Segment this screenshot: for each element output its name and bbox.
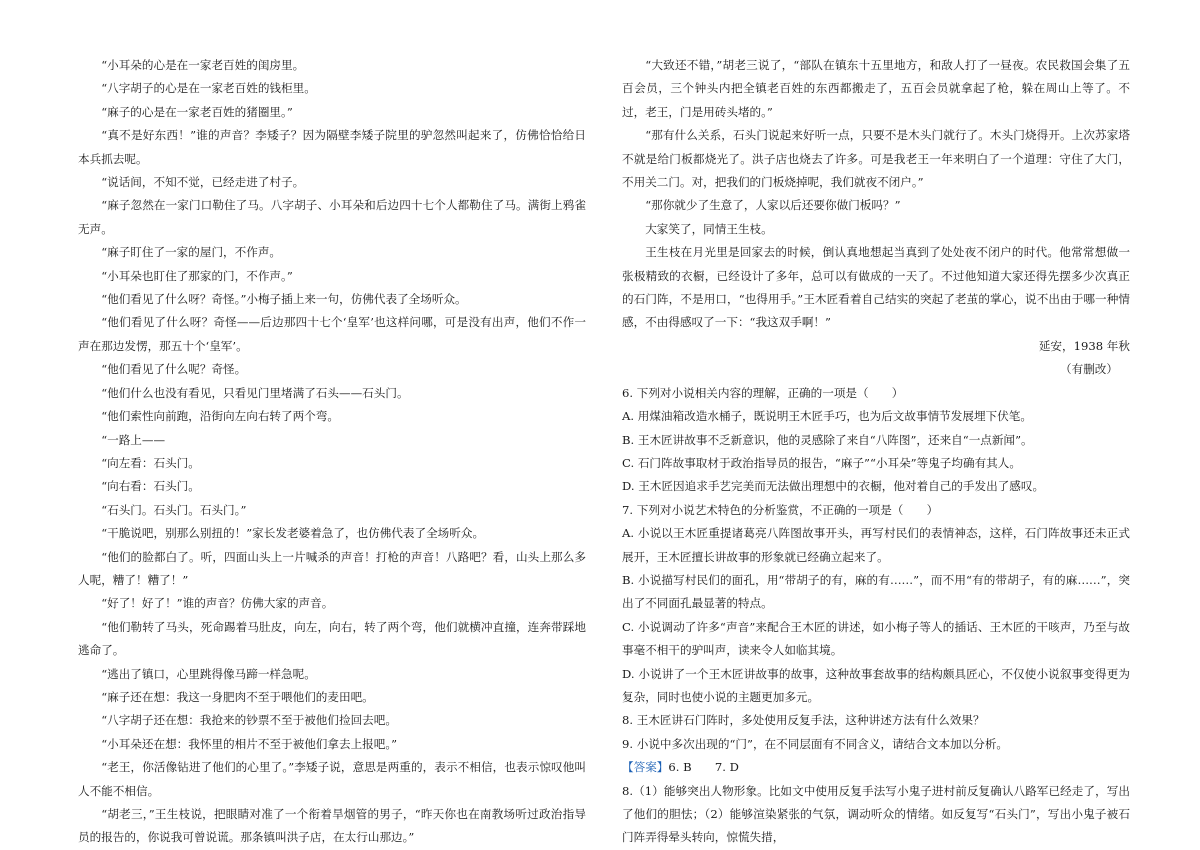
paragraph: “说话间，不知不觉，已经走进了村子。 xyxy=(101,175,305,190)
option-6d: D. 王木匠因追求手艺完美而无法做出理想中的衣橱，他对着自己的手发出了感叹。 xyxy=(622,479,1045,494)
paragraph: “那你就少了生意了，人家以后还要你做门板吗？” xyxy=(645,198,901,213)
paragraph: “小耳朵也盯住了那家的门，不作声。” xyxy=(101,268,293,283)
paragraph: “八字胡子还在想：我抢来的钞票不至于被他们捡回去吧。 xyxy=(101,713,397,728)
paragraph: 大家笑了，同情王生枝。 xyxy=(645,221,773,236)
paragraph: “干脆说吧，别那么别扭的！”家长发老婆着急了，也仿佛代表了全场听众。 xyxy=(101,526,485,541)
paragraph: “大致还不错，”胡老三说了，“部队在镇东十五里地方，和敌人打了一昼夜。农民救国会集了五百会员，三个钟头内把全镇老百姓的东西都搬走了，五百会员就拿起了枪，躲在周山上等了。不过，老王，门是用砖头堵的。” xyxy=(622,58,1130,119)
answer-line xyxy=(622,756,1130,779)
paragraph: “麻子的心是在一家老百姓的猪圈里。” xyxy=(101,104,293,119)
left-column xyxy=(78,54,586,850)
paragraph: “他们索性向前跑，沿街向左向右转了两个弯。 xyxy=(101,409,339,424)
option-7d: D. 小说讲了一个王木匠讲故事的故事，这种故事套故事的结构颇具匠心，不仅使小说叙事变得更为复杂，同时也使小说的主题更加多元。 xyxy=(622,666,1130,704)
paragraph: “麻子还在想：我这一身肥肉不至于喂他们的麦田吧。 xyxy=(101,689,374,704)
paragraph: “他们勒转了马头，死命踢着马肚皮，向左，向右，转了两个弯，他们就横冲直撞，连奔带踩地逃命了。 xyxy=(78,619,586,658)
answer-text: 6. B 7. D xyxy=(668,760,739,775)
signature-date: 延安，1938 年秋 xyxy=(1038,338,1130,353)
option-7b: B. 小说描写村民们的面孔，用“带胡子的有，麻的有……”，而不用“有的带胡子，有的麻……”，突出了不同面孔最显著的特点。 xyxy=(622,572,1130,611)
paragraph: “他们什么也没有看见，只看见门里堵满了石头——石头门。 xyxy=(101,385,409,400)
paragraph: “小耳朵的心是在一家老百姓的闺房里。 xyxy=(101,58,305,72)
option-7c: C. 小说调动了许多“声音”来配合王木匠的讲述，如小梅子等人的插话、王木匠的干咳声，乃至与故事毫不相干的驴叫声，读来令人如临其境。 xyxy=(622,619,1130,658)
paragraph: “一路上—— xyxy=(101,432,166,447)
paragraph: “小耳朵还在想：我怀里的相片不至于被他们拿去上报吧。” xyxy=(101,736,398,751)
paragraph: “那有什么关系，石头门说起来好听一点，只要不是木头门就行了。木头门烧得开。上次苏家塔不就是给门板都烧光了。洪子店也烧去了许多。可是我老王一年来明白了一个道理：守住了大门，不用关二门。对，把我们的门板烧掉呢，我们就夜不闭户。” xyxy=(622,128,1130,190)
paragraph: “向左看：石头门。 xyxy=(101,455,200,470)
paragraph: “他们看见了什么呢？奇怪。 xyxy=(101,362,247,377)
paragraph: “他们的脸都白了。听，四面山头上一片喊杀的声音！打枪的声音！八路吧？看，山头上那么多人呢，糟了！糟了！” xyxy=(78,549,586,587)
question-9: 9. 小说中多次出现的“门”，在不同层面有不同含义，请结合文本加以分析。 xyxy=(622,736,1009,751)
option-6c: C. 石门阵故事取材于政治指导员的报告，“麻子”“小耳朵”等鬼子均确有其人。 xyxy=(622,455,1021,470)
right-column xyxy=(622,54,1130,850)
paragraph: “他们看见了什么呀？奇怪——后边那四十七个‘皇军’也这样问哪，可是没有出声，他们不作一声在那边发愣，那五十个‘皇军’。 xyxy=(78,315,586,353)
question-7: 7. 下列对小说艺术特色的分析鉴赏，不正确的一项是（ ） xyxy=(622,502,939,517)
question-8: 8. 王木匠讲石门阵时，多处使用反复手法，这种讲述方法有什么效果？ xyxy=(622,713,985,728)
option-6a: A. 用煤油箱改造水桶子，既说明王木匠手巧，也为后文故事情节发展埋下伏笔。 xyxy=(622,409,1032,424)
paragraph: “真不是好东西！”谁的声音？李矮子？因为隔壁李矮子院里的驴忽然叫起来了，仿佛恰恰给日本兵抓去呢。 xyxy=(78,128,586,166)
paragraph: “向右看：石头门。 xyxy=(101,479,200,494)
explanation-8: 8.（1）能够突出人物形象。比如文中使用反复手法写小鬼子进村前反复确认八路军已经走了，写出了他们的胆怯；（2）能够渲染紧张的气氛，调动听众的情绪。如反复写“石头门”，写出小鬼子被石门阵弄得晕头转向，惊慌失措， xyxy=(622,783,1130,845)
question-6: 6. 下列对小说相关内容的理解，正确的一项是（ ） xyxy=(622,385,904,400)
paragraph: 王生枝在月光里是回家去的时候，倒认真地想起当真到了处处夜不闭户的时代。他常常想做一张极精致的衣橱，已经设计了多年，总可以有做成的一天了。不过他知道大家还得先摆多少次真正的石门阵，不是用口，“也得用手。”王木匠看着自己结实的突起了老茧的掌心，说不出由于哪一种情感，不由得感叹了一下：“我这双手啊！” xyxy=(622,245,1130,330)
paragraph: “逃出了镇口，心里跳得像马蹄一样急呢。 xyxy=(101,666,316,681)
answer-tag: 【答案】 xyxy=(622,760,669,775)
paragraph: “好了！好了！”谁的声音？仿佛大家的声音。 xyxy=(101,596,334,611)
paragraph: “石头门。石头门。石头门。” xyxy=(101,502,247,517)
paragraph: “麻子忽然在一家门口勒住了马。八字胡子、小耳朵和后边四十七个人都勒住了马。满街上鸦雀无声。 xyxy=(78,198,586,236)
option-6b: B. 王木匠讲故事不乏新意识，他的灵感除了来自“八阵图”，还来自“一点新闻”。 xyxy=(622,432,1033,447)
paragraph: “麻子盯住了一家的屋门，不作声。 xyxy=(101,245,282,260)
paragraph: “老王，你活像钻进了他们的心里了。”李矮子说，意思是两重的，表示不相信，也表示惊叹他叫人不能不相信。 xyxy=(78,760,586,798)
paragraph: “胡老三，”王生枝说，把眼睛对准了一个衔着旱烟管的男子，“昨天你也在南教场听过政治指导员的报告的，你说我可曾说谎。那条镇叫洪子店，在太行山那边。” xyxy=(78,807,586,845)
paragraph: “八字胡子的心是在一家老百姓的钱柜里。 xyxy=(101,81,316,96)
paragraph: “他们看见了什么呀？奇怪。”小梅子插上来一句，仿佛代表了全场听众。 xyxy=(101,292,467,307)
edit-note: （有删改） xyxy=(1060,362,1118,377)
option-7a: A. 小说以王木匠重提诸葛亮八阵图故事开头，再写村民们的表情神态，这样，石门阵故事还未正式展开，王木匠擅长讲故事的形象就已经确立起来了。 xyxy=(622,526,1130,564)
